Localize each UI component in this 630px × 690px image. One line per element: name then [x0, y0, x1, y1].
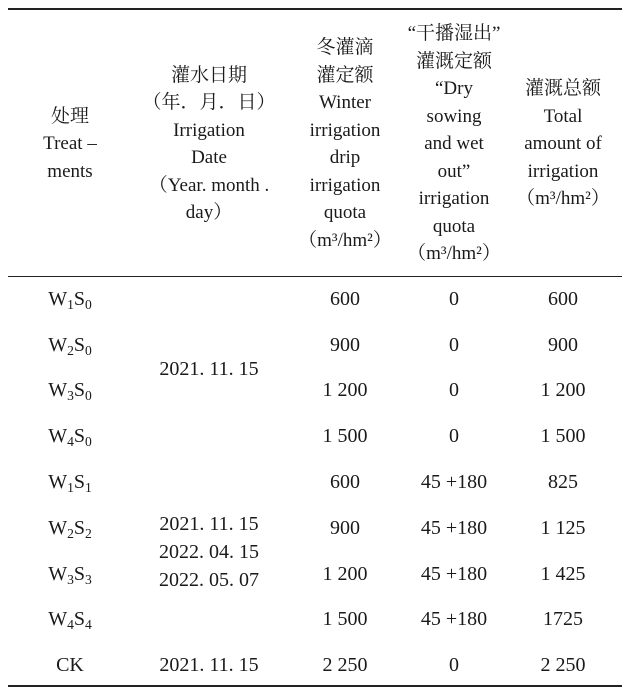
treatment-letter: W	[48, 379, 68, 401]
treatment-letter: S	[73, 425, 85, 447]
header-line: （Year. month .	[148, 174, 270, 196]
treatment-subscript: 1	[67, 297, 74, 313]
header-rule	[8, 276, 622, 277]
treatment-subscript: 1	[85, 480, 92, 496]
total-amount-cell: 1 425	[540, 563, 586, 585]
date-group-3	[132, 651, 286, 679]
header-total-amount	[504, 14, 622, 274]
treatment-cell	[8, 513, 132, 543]
treatment-subscript: 0	[85, 434, 92, 450]
date-line: 2022. 04. 15	[159, 541, 259, 563]
header-line: 灌定额	[316, 64, 374, 86]
dry-sowing-quota-cell: 0	[449, 379, 459, 401]
header-line: irrigation	[527, 160, 599, 182]
winter-quota-cell: 900	[330, 334, 360, 356]
total-amount-cell: 1 125	[540, 517, 586, 539]
header-line: drip	[329, 147, 361, 168]
header-line: amount of	[524, 133, 602, 155]
treatment-cell	[8, 421, 132, 451]
total-amount-cell: 1725	[543, 608, 583, 630]
treatment-subscript: 0	[85, 388, 92, 404]
treatment-cell	[8, 467, 132, 497]
treatment-letter: S	[73, 608, 85, 630]
header-line: 灌溉定额	[415, 50, 492, 72]
treatment-letter: S	[73, 517, 85, 539]
header-irrigation-date	[132, 14, 286, 274]
header-line: 灌溉总额	[524, 78, 601, 100]
treatment-letter: W	[48, 288, 68, 310]
treatment-subscript: 4	[67, 434, 74, 450]
treatment-letter: S	[73, 563, 85, 585]
header-line: 处理	[50, 105, 89, 127]
winter-quota-cell: 1 200	[322, 563, 368, 585]
header-line: 冬灌滴	[316, 37, 374, 58]
dry-sowing-quota-cell: 45 +180	[420, 471, 488, 493]
bottom-rule	[8, 685, 622, 687]
treatment-letter: CK	[56, 654, 84, 676]
header-line: （年．月．日）	[142, 92, 276, 113]
header-line: “干播湿出”	[407, 23, 501, 45]
treatment-subscript: 0	[85, 297, 92, 313]
dry-sowing-quota-cell: 0	[449, 288, 459, 310]
treatment-subscript: 3	[85, 572, 92, 588]
header-line: irrigation	[309, 174, 381, 196]
treatment-cell	[8, 375, 132, 405]
top-rule	[8, 8, 622, 10]
treatment-subscript: 0	[85, 343, 92, 359]
header-winter-quota	[286, 14, 404, 274]
total-amount-cell: 2 250	[540, 654, 586, 676]
winter-quota-cell: 1 200	[322, 379, 368, 401]
treatment-subscript: 2	[67, 343, 74, 359]
header-line: irrigation	[309, 119, 381, 141]
date-line: 2021. 11. 15	[159, 654, 259, 676]
header-line: Winter	[319, 92, 371, 113]
treatment-subscript: 2	[67, 526, 74, 542]
total-amount-cell: 825	[548, 471, 578, 493]
total-amount-cell: 1 500	[540, 425, 586, 447]
header-line: day）	[185, 202, 233, 223]
date-line: 2022. 05. 07	[159, 569, 259, 591]
date-group-2	[132, 510, 286, 594]
treatment-letter: W	[48, 608, 68, 630]
header-line: “Dry	[435, 78, 473, 100]
treatment-subscript: 2	[85, 526, 92, 542]
winter-quota-cell: 1 500	[322, 608, 368, 630]
treatment-cell	[8, 604, 132, 634]
treatment-letter: S	[73, 288, 85, 310]
treatment-letter: S	[73, 471, 85, 493]
treatment-subscript: 4	[85, 617, 92, 633]
treatment-letter: W	[48, 425, 68, 447]
date-group-1	[132, 355, 286, 383]
header-line: Date	[191, 147, 227, 168]
treatment-cell	[8, 650, 132, 680]
dry-sowing-quota-cell: 0	[449, 425, 459, 447]
treatment-cell	[8, 559, 132, 589]
header-treatments	[8, 14, 132, 274]
treatment-letter: S	[73, 334, 85, 356]
total-amount-cell: 900	[548, 334, 578, 356]
treatment-letter: W	[48, 471, 68, 493]
dry-sowing-quota-cell: 45 +180	[420, 563, 488, 585]
header-line: Total	[543, 105, 583, 127]
winter-quota-cell: 1 500	[322, 425, 368, 447]
treatment-letter: S	[73, 379, 85, 401]
header-dry-sowing-quota	[404, 14, 504, 274]
treatment-subscript: 1	[67, 480, 74, 496]
treatment-cell	[8, 330, 132, 360]
header-line: Irrigation	[173, 119, 245, 141]
header-line: （m³/hm²）	[298, 229, 392, 251]
winter-quota-cell: 2 250	[322, 654, 368, 676]
header-line: quota	[432, 215, 476, 237]
header-line: and wet	[424, 133, 484, 155]
treatment-subscript: 3	[67, 388, 74, 404]
treatment-letter: W	[48, 334, 68, 356]
total-amount-cell: 600	[548, 288, 578, 310]
treatment-letter: W	[48, 517, 68, 539]
date-line: 2021. 11. 15	[159, 513, 259, 535]
treatment-subscript: 4	[67, 617, 74, 633]
treatment-subscript: 3	[67, 572, 74, 588]
header-line: Treat –	[43, 133, 97, 155]
winter-quota-cell: 900	[330, 517, 360, 539]
winter-quota-cell: 600	[330, 471, 360, 493]
date-line: 2021. 11. 15	[159, 358, 259, 380]
dry-sowing-quota-cell: 0	[449, 654, 459, 676]
header-line: sowing	[426, 105, 482, 127]
winter-quota-cell: 600	[330, 288, 360, 310]
total-amount-cell: 1 200	[540, 379, 586, 401]
header-line: irrigation	[418, 188, 490, 210]
treatment-cell	[8, 284, 132, 314]
header-line: 灌水日期	[170, 64, 247, 86]
header-line: （m³/hm²）	[407, 243, 501, 265]
dry-sowing-quota-cell: 0	[449, 334, 459, 356]
treatment-letter: W	[48, 563, 68, 585]
dry-sowing-quota-cell: 45 +180	[420, 517, 488, 539]
header-line: out”	[437, 160, 471, 182]
header-line: （m³/hm²）	[516, 188, 610, 210]
header-line: quota	[323, 202, 367, 223]
dry-sowing-quota-cell: 45 +180	[420, 608, 488, 630]
header-line: ments	[47, 160, 93, 182]
